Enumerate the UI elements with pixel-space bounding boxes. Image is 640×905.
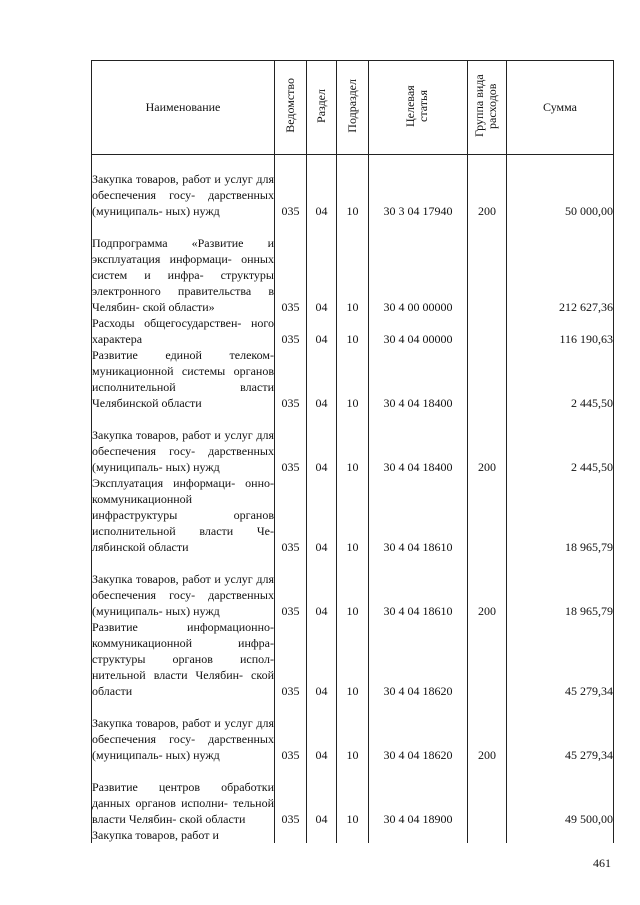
table-row (92, 155, 614, 220)
row-expense-group: 200 (468, 699, 507, 763)
row-name: Закупка товаров, работ и (92, 827, 275, 843)
row-department: 035 (275, 475, 307, 555)
row-subsection (337, 827, 369, 843)
row-section: 04 (307, 155, 337, 220)
row-subsection: 10 (337, 315, 369, 347)
row-amount (507, 827, 614, 843)
row-department: 035 (275, 347, 307, 411)
row-section (307, 827, 337, 843)
row-subsection: 10 (337, 347, 369, 411)
row-department: 035 (275, 555, 307, 619)
row-subsection: 10 (337, 219, 369, 315)
row-subsection: 10 (337, 763, 369, 827)
row-amount: 212 627,36 (507, 219, 614, 315)
row-amount: 18 965,79 (507, 555, 614, 619)
row-target: 30 4 04 18900 (369, 763, 468, 827)
row-amount: 50 000,00 (507, 155, 614, 220)
row-target: 30 4 00 00000 (369, 219, 468, 315)
row-subsection: 10 (337, 475, 369, 555)
row-department: 035 (275, 619, 307, 699)
header-section-label: Раздел (314, 88, 328, 123)
row-name: Развитие единой телеком- муникационной системы органов исполнительной власти Челябинской области (92, 348, 274, 410)
table-row (92, 827, 614, 843)
header-subsection (337, 61, 369, 155)
row-expense-group: 200 (468, 155, 507, 220)
row-department: 035 (275, 155, 307, 220)
page-number: 461 (593, 856, 611, 870)
row-amount: 49 500,00 (507, 763, 614, 827)
row-subsection: 10 (337, 411, 369, 475)
header-target (369, 61, 468, 155)
row-name: Расходы общегосударствен- ного характера (92, 316, 274, 346)
row-department: 035 (275, 219, 307, 315)
row-section: 04 (307, 475, 337, 555)
row-subsection: 10 (337, 155, 369, 220)
row-department: 035 (275, 411, 307, 475)
row-name: Закупка товаров, работ и услуг для обеспечения госу- дарственных (муниципаль- ных) нужд (92, 699, 275, 763)
table-row (92, 619, 614, 699)
row-target: 30 4 04 18610 (369, 475, 468, 555)
row-expense-group (468, 827, 507, 843)
row-name: Развитие информационно- коммуникационной инфра- структуры органов испол- нительной власти Челябин- ской области (92, 620, 274, 698)
header-subsection-label: Подраздел (345, 78, 359, 133)
table-header-row (92, 61, 614, 155)
table-row (92, 347, 614, 411)
header-expense-group (468, 61, 507, 155)
header-section (307, 61, 337, 155)
row-name: Закупка товаров, работ и услуг для обеспечения госу- дарственных (муниципаль- ных) нужд (92, 155, 275, 220)
row-subsection: 10 (337, 699, 369, 763)
table-row (92, 699, 614, 763)
row-amount: 2 445,50 (507, 411, 614, 475)
table-row (92, 555, 614, 619)
row-target (369, 827, 468, 843)
header-target-label: Целевая статья (403, 84, 430, 127)
table-row (92, 475, 614, 555)
header-amount (507, 61, 614, 155)
row-amount: 116 190,63 (507, 315, 614, 347)
row-section: 04 (307, 763, 337, 827)
row-expense-group (468, 475, 507, 555)
table-body (92, 155, 614, 844)
row-name: Закупка товаров, работ и услуг для обеспечения госу- дарственных (муниципаль- ных) нужд (92, 555, 275, 619)
row-amount: 45 279,34 (507, 699, 614, 763)
header-name-label: Наименование (145, 100, 221, 114)
header-department-label: Ведомство (283, 78, 297, 133)
table-row (92, 219, 614, 315)
row-name: Эксплуатация информаци- онно-коммуникационной инфраструктуры органов исполнительной власти Че- лябинской области (92, 476, 274, 554)
row-section: 04 (307, 411, 337, 475)
row-department: 035 (275, 699, 307, 763)
row-section: 04 (307, 219, 337, 315)
row-target: 30 4 04 18620 (369, 699, 468, 763)
row-section: 04 (307, 619, 337, 699)
row-expense-group (468, 347, 507, 411)
row-name: Закупка товаров, работ и услуг для обеспечения госу- дарственных (муниципаль- ных) нужд (92, 411, 275, 475)
budget-table (91, 60, 614, 843)
row-expense-group (468, 315, 507, 347)
row-target: 30 3 04 17940 (369, 155, 468, 220)
row-section: 04 (307, 699, 337, 763)
header-department (275, 61, 307, 155)
table-row (92, 315, 614, 347)
row-amount: 18 965,79 (507, 475, 614, 555)
row-department (275, 827, 307, 843)
row-amount: 45 279,34 (507, 619, 614, 699)
row-expense-group (468, 219, 507, 315)
row-section: 04 (307, 315, 337, 347)
row-name: Подпрограмма «Развитие и эксплуатация информаци- онных систем и инфра- структуры электронного правительства в Челябин- ской области» (92, 219, 275, 315)
row-target: 30 4 04 18400 (369, 411, 468, 475)
row-expense-group: 200 (468, 411, 507, 475)
row-target: 30 4 04 18610 (369, 555, 468, 619)
row-expense-group (468, 619, 507, 699)
table-row (92, 763, 614, 827)
row-department: 035 (275, 763, 307, 827)
row-section: 04 (307, 347, 337, 411)
row-amount: 2 445,50 (507, 347, 614, 411)
row-name: Развитие центров обработки данных органов исполни- тельной власти Челябин- ской области (92, 763, 275, 827)
header-amount-label: Сумма (543, 100, 577, 114)
header-name (92, 61, 275, 155)
row-subsection: 10 (337, 555, 369, 619)
row-subsection: 10 (337, 619, 369, 699)
row-target: 30 4 04 18400 (369, 347, 468, 411)
row-department: 035 (275, 315, 307, 347)
row-section: 04 (307, 555, 337, 619)
row-expense-group: 200 (468, 555, 507, 619)
table-row (92, 411, 614, 475)
row-target: 30 4 04 00000 (369, 315, 468, 347)
header-expense-group-label: Группа вида расходов (472, 74, 499, 137)
row-expense-group (468, 763, 507, 827)
row-target: 30 4 04 18620 (369, 619, 468, 699)
